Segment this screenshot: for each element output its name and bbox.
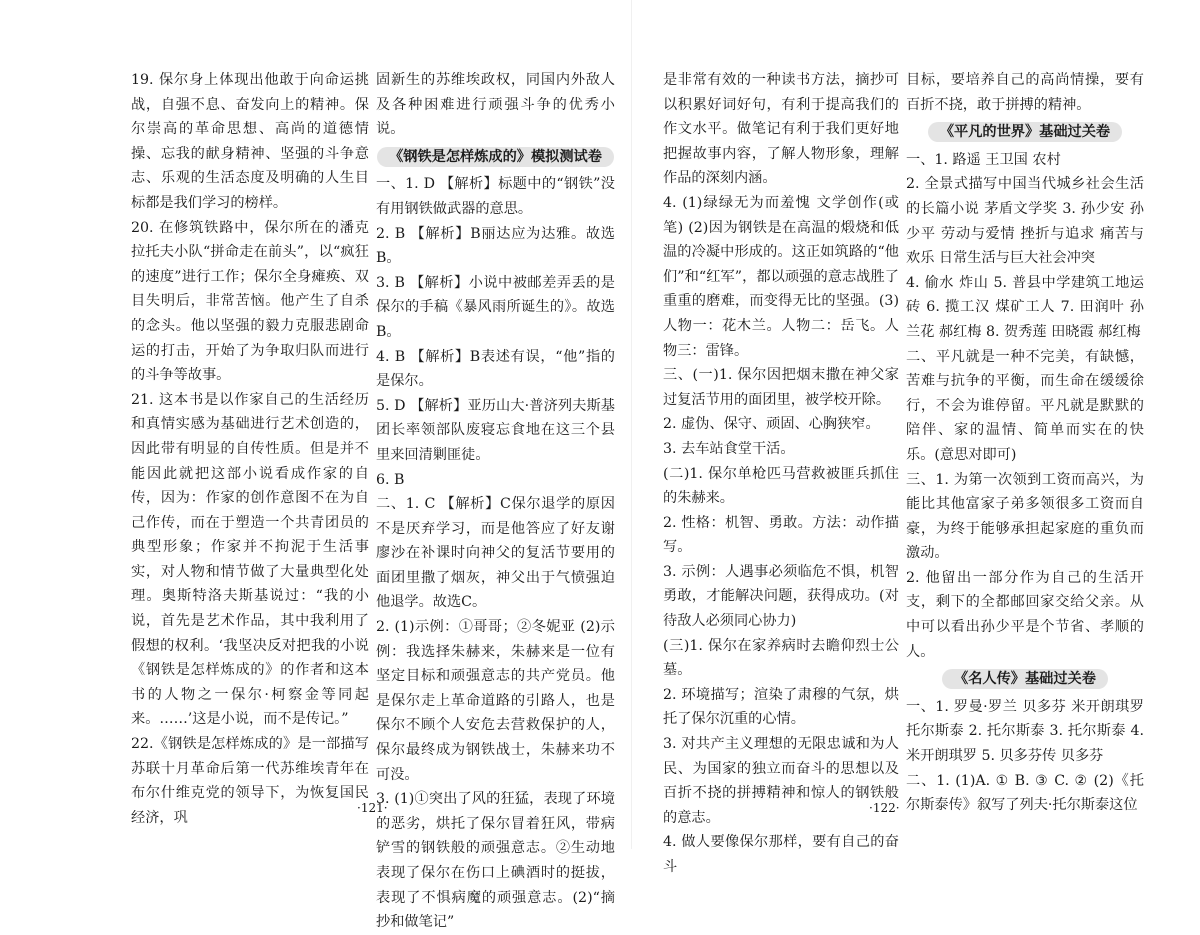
answer-paragraph: 一、1. D 【解析】标题中的“钢铁”没有用钢铁做武器的意思。	[376, 176, 615, 217]
answer-paragraph: 2. 虚伪、保守、顽固、心胸狭窄。	[663, 416, 880, 433]
answer-paragraph: (二)1. 保尔单枪匹马营救被匪兵抓住的朱赫来。	[663, 465, 899, 507]
answer-paragraph: 3. B 【解析】小说中被邮差弄丢的是保尔的手稿《暴风雨所诞生的》。故选B。	[376, 274, 615, 340]
answer-paragraph: 20. 在修筑铁路中，保尔所在的潘克拉托夫小队“拼命走在前头”，以“疯狂的速度”进行工作；保尔全身瘫痪、双目失明后，非常苦恼。他产生了自杀的念头。他以坚强的毅力克服悲剧命运的打击，开始了为争取归队而进行的斗争等故事。	[131, 219, 369, 384]
answer-paragraph: 3. 对共产主义理想的无限忠诚和为人民、为国家的独立而奋斗的思想以及百折不挠的拼搏精神和惊人的钢铁般的意志。	[663, 736, 899, 826]
answer-paragraph: 一、1. 路遥 王卫国 农村	[906, 151, 1061, 168]
answer-paragraph: 4. 偷水 炸山 5. 普县中学建筑工地运砖 6. 揽工汉 煤矿工人 7. 田润叶 孙兰花 郝红梅 8. 贺秀莲 田晓霞 郝红梅	[906, 274, 1144, 340]
left-page-column-1	[131, 68, 369, 830]
page-number-right: ·122·	[869, 801, 900, 815]
answer-paragraph: 2. (1)示例：①哥哥；②冬妮亚 (2)示例：我选择朱赫来，朱赫来是一位有坚定目标和顽强意志的共产党员。他是保尔走上革命道路的引路人，也是保尔不顾个人安危去营救保护的人，保尔最终成为钢铁战士，朱赫来功不可没。	[376, 619, 615, 783]
answer-paragraph: 19. 保尔身上体现出他敢于向命运挑战，自强不息、奋发向上的精神。保尔崇高的革命思想、高尚的道德情操、忘我的献身精神、坚强的斗争意志、乐观的生活态度及明确的人生目标都是我们学习的榜样。	[131, 72, 369, 211]
answer-paragraph: 4. B 【解析】B表述有误，“他”指的是保尔。	[376, 348, 615, 390]
page-fold	[631, 0, 632, 849]
section-heading: 《平凡的世界》基础过关卷	[906, 120, 1144, 145]
answer-paragraph: 目标，要培养自己的高尚情操，要有百折不挠，敢于拼搏的精神。	[906, 72, 1144, 113]
right-page-column-4	[906, 68, 1144, 818]
answer-paragraph: 4. (1)绿绿无为而羞愧 文学创作(或笔) (2)因为钢铁是在高温的煅烧和低温的冷凝中形成的。这正如筑路的“他们”和“红军”，都以顽强的意志战胜了重重的磨难，而变得无比的坚强。(3)人物一：花木兰。人物二：岳飞。人物三：雷锋。	[663, 194, 899, 359]
left-page-column-2	[376, 68, 615, 935]
section-heading: 《名人传》基础过关卷	[906, 667, 1144, 692]
answer-paragraph: 三、(一)1. 保尔因把烟末撒在神父家过复活节用的面团里，被学校开除。	[663, 367, 899, 408]
answer-paragraph: 22.《钢铁是怎样炼成的》是一部描写苏联十月革命后第一代苏维埃青年在布尔什维克党的领导下，为恢复国民经济，巩	[131, 736, 369, 826]
right-page-column-3	[663, 68, 899, 880]
answer-paragraph: 21. 这本书是以作家自己的生活经历和真情实感为基础进行艺术创造的，因此带有明显的自传性质。但是并不能因此就把这部小说看成作家的自传，因为：作家的创作意图不在为自己作传，而在于塑造一个共青团员的典型形象；作家并不拘泥于生活事实，对人物和情节做了大量典型化处理。奥斯特洛夫斯基说过：“我的小说，首先是艺术作品，其中我利用了假想的权利。‘我坚决反对把我的小说《钢铁是怎样炼成的》的作者和这本书的人物之一保尔·柯察金等同起来。……’这是小说，而不是传记。”	[131, 391, 369, 728]
answer-paragraph: 6. B	[376, 471, 405, 488]
answer-paragraph: 二、1. (1)A. ① B. ③ C. ② (2)《托尔斯泰传》叙写了列夫·托尔斯泰这位	[906, 772, 1144, 814]
answer-paragraph: 是非常有效的一种读书方法，摘抄可以积累好词好句，有利于提高我们的作文水平。做笔记有利于我们更好地把握故事内容，了解人物形象，理解作品的深刻内涵。	[663, 72, 899, 187]
answer-paragraph: (三)1. 保尔在家养病时去瞻仰烈士公墓。	[663, 637, 899, 679]
answer-paragraph: 固新生的苏维埃政权，同国内外敌人及各种困难进行顽强斗争的优秀小说。	[376, 72, 615, 138]
answer-paragraph: 二、平凡就是一种不完美，有缺憾，苦难与抗争的平衡，而生命在缓缓徐行，不会为谁停留。平凡就是默默的陪伴、家的温情、简单而实在的快乐。(意思对即可)	[906, 348, 1144, 463]
answer-paragraph: 3. 示例：人遇事必须临危不惧，机智勇敢，才能解决问题，获得成功。(对待敌人必须同心协力)	[663, 563, 899, 630]
answer-paragraph: 二、1. C 【解析】C保尔退学的原因不是厌弃学习，而是他答应了好友谢廖沙在补课时向神父的复活节要用的面团里撒了烟灰，神父出于气愤强迫他退学。故选C。	[376, 496, 615, 611]
answer-paragraph: 2. 他留出一部分作为自己的生活开支，剩下的全都邮回家交给父亲。从中可以看出孙少平是个节省、孝顺的人。	[906, 569, 1144, 660]
section-heading: 《钢铁是怎样炼成的》模拟测试卷	[376, 145, 615, 170]
answer-paragraph: 2. B 【解析】B丽达应为达雅。故选B。	[376, 225, 615, 267]
answer-paragraph: 2. 环境描写；渲染了肃穆的气氛，烘托了保尔沉重的心情。	[663, 686, 899, 728]
answer-paragraph: 三、1. 为第一次领到工资而高兴，为能比其他富家子弟多领很多工资而自豪，为终于能够承担起家庭的重负而激动。	[906, 471, 1144, 562]
answer-paragraph: 3. 去车站食堂干活。	[663, 440, 795, 457]
answer-paragraph: 5. D 【解析】亚历山大·普济列夫斯基团长率领部队废寝忘食地在这三个县里来回清剿匪徒。	[376, 397, 615, 463]
answer-paragraph: 一、1. 罗曼·罗兰 贝多芬 米开朗琪罗 托尔斯泰 2. 托尔斯泰 3. 托尔斯泰 4. 米开朗琪罗 5. 贝多芬传 贝多芬	[906, 698, 1144, 765]
answer-paragraph: 4. 做人要像保尔那样，要有自己的奋斗	[663, 834, 899, 875]
answer-paragraph: 3. (1)①突出了风的狂猛，表现了环境的恶劣，烘托了保尔冒着狂风，带病铲雪的钢铁般的顽强意志。②生动地表现了保尔在伤口上碘酒时的挺拔，表现了不惧病魔的顽强意志。(2)“摘抄和做笔记”	[376, 791, 615, 931]
answer-paragraph: 2. 性格：机智、勇敢。方法：动作描写。	[663, 514, 899, 556]
page-number-left: ·121·	[357, 801, 388, 815]
answer-paragraph: 2. 全景式描写中国当代城乡社会生活的长篇小说 茅盾文学奖 3. 孙少安 孙少平 劳动与爱情 挫折与追求 痛苦与欢乐 日常生活与巨大社会冲突	[906, 176, 1144, 267]
